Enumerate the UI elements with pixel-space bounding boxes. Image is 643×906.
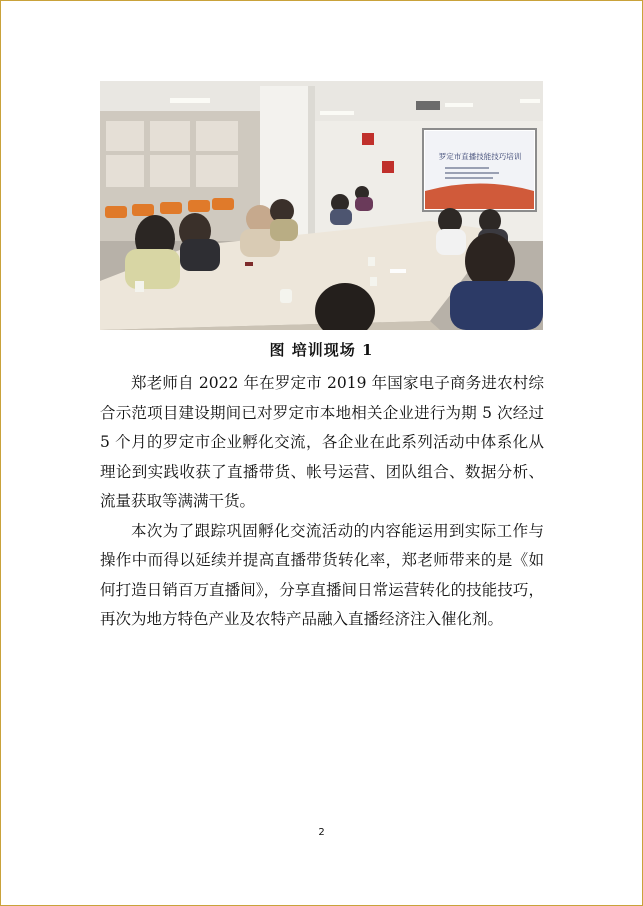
paragraph: 郑老师自 2022 年在罗定市 2019 年国家电子商务进农村综合示范项目建设期间已对罗定市本地相关企业进行为期 5 次经过 5 个月的罗定市企业孵化交流，各企业在此系列活动中体系化从理论到实践收获了直播带货、帐号运营、团队组合、数据分析、流量获取等满满干货。 [100,374,544,510]
screen-title: 罗定市直播技能技巧培训 [438,152,522,161]
paragraph: 本次为了跟踪巩固孵化交流活动的内容能运用到实际工作与操作中而得以延续并提高直播带货转化率，郑老师带来的是《如何打造日销百万直播间》，分享直播间日常运营转化的技能技巧，再次为地方特色产业及农特产品融入直播经济注入催化剂。 [100,521,544,628]
figure-caption: 图 培训现场 1 [269,341,374,359]
body-text [100,369,544,635]
training-site-photo-drawing [100,81,543,330]
training-site-photo [100,81,543,330]
page-number: 2 [318,827,325,838]
